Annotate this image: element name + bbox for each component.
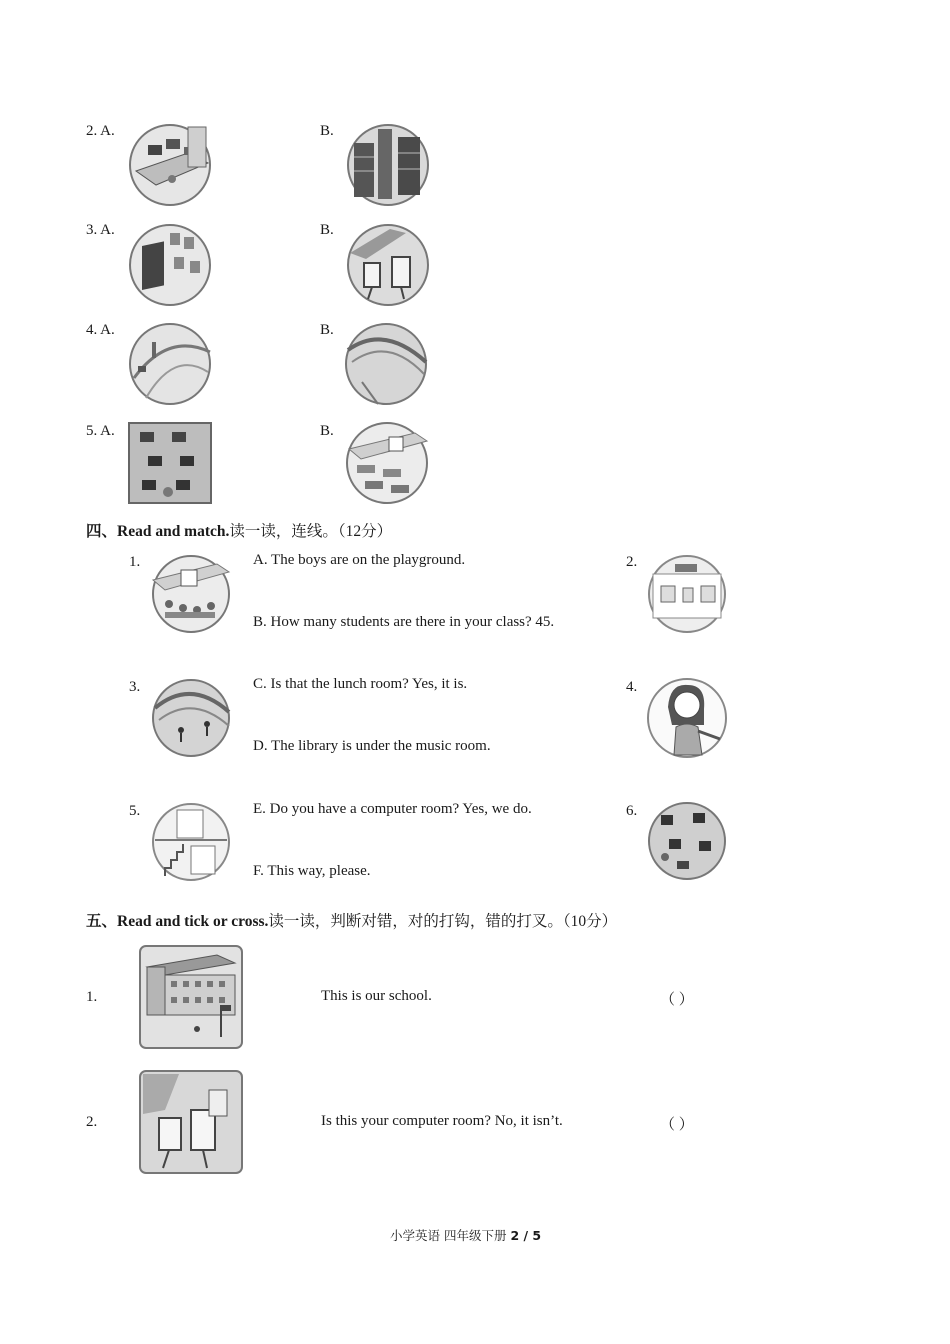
match-computer-room-picture	[647, 801, 727, 881]
match-classroom-picture	[151, 554, 231, 634]
row-4-option-b-label: B.	[320, 322, 334, 338]
sentence-e: E. Do you have a computer room? Yes, we do.	[253, 801, 532, 817]
match-left-1-label: 1.	[129, 554, 141, 570]
match-left-5-label: 5.	[129, 803, 141, 819]
tick-item-1-label: 1.	[86, 989, 98, 1005]
sentence-a: A. The boys are on the playground.	[253, 552, 466, 568]
gym-picture	[344, 322, 428, 406]
match-playground-picture	[151, 678, 231, 758]
row-2-option-b-label: B.	[320, 123, 334, 139]
art-room-easels-picture	[139, 1070, 243, 1174]
part4-title-cn: 读一读，连线。（12分）	[229, 523, 393, 540]
art-room-picture	[346, 223, 430, 307]
sentence-f: F. This way, please.	[253, 863, 371, 879]
part4-title-en: 四、Read and match.	[86, 523, 230, 540]
match-lunch-room-picture	[647, 554, 727, 634]
part5-title	[86, 909, 617, 931]
match-left-3-label: 3.	[129, 679, 141, 695]
row-3-label: 3. A.	[86, 222, 115, 238]
row-3-option-b-label: B.	[320, 222, 334, 238]
page-footer	[390, 1226, 541, 1244]
sentence-b: B. How many students are there in your class? 45.	[253, 614, 555, 630]
library-picture	[346, 123, 430, 207]
match-girl-guide-picture	[646, 677, 728, 759]
tick-item-2-label: 2.	[86, 1114, 98, 1130]
tick-item-2-answer-box[interactable]: （ ）	[660, 1117, 694, 1133]
tick-item-1-answer-box[interactable]: （ ）	[660, 992, 694, 1008]
match-right-6-label: 6.	[626, 803, 638, 819]
tick-item-2-sentence: Is this your computer room? No, it isn’t.	[321, 1113, 563, 1129]
match-right-2-label: 2.	[626, 554, 638, 570]
part4-title	[86, 519, 392, 541]
page-number: 2 / 5	[510, 1228, 542, 1243]
footer-text: 小学英语 四年级下册	[390, 1228, 507, 1243]
playground-picture	[128, 322, 212, 406]
sentence-c: C. Is that the lunch room? Yes, it is.	[253, 676, 468, 692]
match-library-music-room-picture	[151, 802, 231, 882]
classroom-picture	[345, 421, 429, 505]
row-4-label: 4. A.	[86, 322, 115, 338]
school-building-picture	[139, 945, 243, 1049]
part5-title-cn: 读一读，判断对错，对的打钩，错的打叉。（10分）	[268, 913, 618, 930]
sentence-d: D. The library is under the music room.	[253, 738, 491, 754]
computer-room-picture	[128, 123, 212, 207]
tick-item-1-sentence: This is our school.	[321, 988, 432, 1004]
row-5-label: 5. A.	[86, 423, 115, 439]
computer-room-square-picture	[128, 422, 212, 504]
part5-title-en: 五、Read and tick or cross.	[86, 913, 269, 930]
match-right-4-label: 4.	[626, 679, 638, 695]
row-5-option-b-label: B.	[320, 423, 334, 439]
row-2-label: 2. A.	[86, 123, 115, 139]
music-room-picture	[128, 223, 212, 307]
